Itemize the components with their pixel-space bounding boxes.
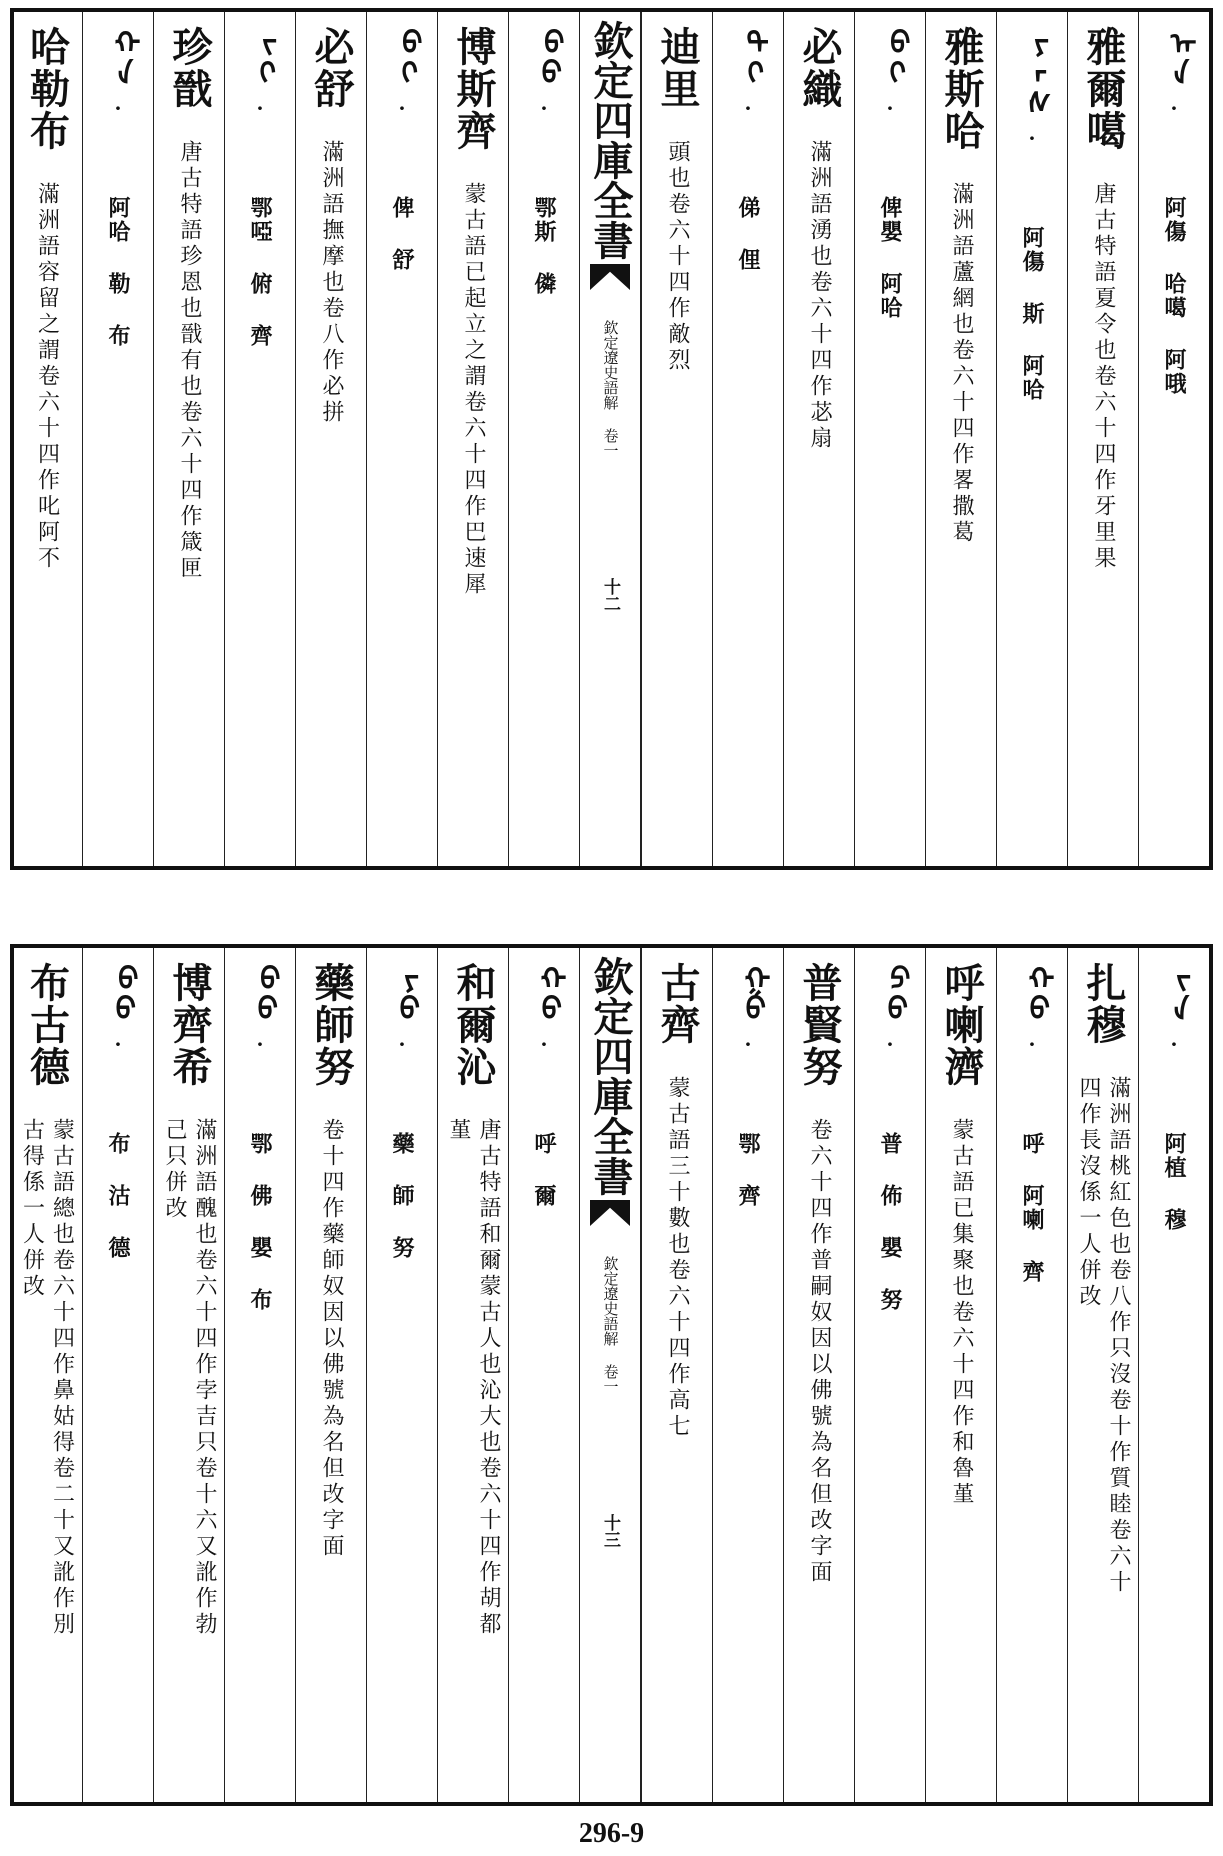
phonetic-gloss: 阿植 穆 (1161, 1132, 1187, 1232)
entry-column (153, 12, 224, 866)
dot-mark: · (744, 1032, 752, 1056)
entry-column (437, 12, 508, 866)
manchu-script: ᠠᠨ (1157, 26, 1192, 86)
entry-annotation: 卷十四作藥師奴因以佛號為名但改字面 (319, 1118, 344, 1560)
entry-column (641, 948, 712, 1802)
manchu-column (1138, 948, 1209, 1802)
phonetic-gloss: 阿哈 勒 布 (105, 196, 131, 348)
chapter-title: 欽定遼史語解 卷一 (601, 1256, 620, 1394)
chapter-title: 欽定遼史語解 卷一 (601, 320, 620, 458)
manchu-column (996, 948, 1067, 1802)
manchu-column (224, 948, 295, 1802)
dot-mark: · (540, 1032, 548, 1056)
manchu-column (996, 12, 1067, 866)
dot-mark: · (114, 1032, 122, 1056)
entry-column (295, 948, 366, 1802)
manchu-script: ᠫᠦ (873, 962, 908, 1022)
page-number: 296-9 (578, 1818, 645, 1849)
entry-annotation: 卷六十四作普嗣奴因以佛號為名但改字面 (807, 1118, 832, 1586)
entry-headword: 必舒 (308, 26, 355, 110)
manchu-script: ᠪᠢ (385, 26, 420, 86)
entry-column (641, 12, 712, 866)
manchu-script: ᠬᠣ (527, 962, 562, 1022)
entry-column (11, 948, 82, 1802)
entry-column (1067, 12, 1138, 866)
phonetic-gloss: 鄂啞 俯 齊 (247, 196, 273, 348)
book-title: 欽定四庫全書 (587, 956, 634, 1196)
phonetic-gloss: 俾 舒 (389, 196, 415, 272)
phonetic-gloss: 鄂 佛 嬰 布 (247, 1132, 273, 1312)
entry-annotation: 滿洲語撫摩也卷八作必拼 (319, 140, 344, 426)
manchu-column (82, 948, 153, 1802)
entry-headword: 藥師努 (308, 962, 355, 1088)
manchu-column (366, 948, 437, 1802)
phonetic-gloss: 俤 俚 (735, 196, 761, 272)
entry-column (1067, 948, 1138, 1802)
manchu-script: ᠬᠦ (1015, 962, 1050, 1022)
entry-headword: 迪里 (654, 26, 701, 110)
entry-headword: 哈勒布 (23, 26, 71, 152)
entry-annotation: 滿洲語桃紅色也卷八作只沒卷十作質睦卷六十四作長沒係一人併改 (1076, 1076, 1131, 1596)
book-title: 欽定四庫全書 (587, 20, 634, 260)
fishtail-mark-icon (590, 1200, 630, 1226)
phonetic-gloss: 阿傷 斯 阿哈 (1019, 226, 1045, 402)
entry-annotation: 蒙古語已起立之謂卷六十四作巴速犀 (461, 182, 486, 598)
phonetic-gloss: 鄂 齊 (735, 1132, 761, 1208)
entry-headword: 扎穆 (1080, 962, 1127, 1046)
dot-mark: · (540, 96, 548, 120)
entry-headword: 博斯齊 (450, 26, 497, 152)
dot-mark: · (398, 96, 406, 120)
dot-mark: · (1170, 1032, 1178, 1056)
manchu-column (854, 12, 925, 866)
manchu-script: ᠶᠠᠰ (1015, 26, 1050, 116)
entry-annotation: 滿洲語醜也卷六十四作孛吉只卷十六又訛作勃己只併改 (162, 1118, 217, 1638)
dot-mark: · (886, 96, 894, 120)
manchu-script: ᠪᠢ (873, 26, 908, 86)
phonetic-gloss: 阿傷 哈噶 阿哦 (1161, 196, 1187, 396)
manchu-column (224, 12, 295, 866)
phonetic-gloss: 布 沽 德 (105, 1132, 131, 1260)
manchu-script: ᠪᠣ (243, 962, 278, 1022)
phonetic-gloss: 鄂斯 僯 (531, 196, 557, 296)
entry-column (295, 12, 366, 866)
entry-annotation: 蒙古語三十數也卷六十四作高七 (665, 1076, 690, 1440)
manchu-script: ᠪᠣ (527, 26, 562, 86)
entry-annotation: 唐古特語夏令也卷六十四作牙里果 (1091, 182, 1116, 572)
manchu-column (508, 12, 579, 866)
dot-mark: · (398, 1032, 406, 1056)
manchu-script: ᠶᠣ (385, 962, 420, 1022)
entry-headword: 和爾沁 (450, 962, 497, 1088)
entry-annotation: 唐古特語珍恩也戩有也卷六十四作箴匣 (177, 140, 202, 582)
entry-column (925, 948, 996, 1802)
leaf-number: 十二 (600, 578, 620, 612)
manchu-script: ᠭᠦ (731, 962, 766, 1022)
entry-headword: 古齊 (654, 962, 701, 1046)
manchu-column (854, 948, 925, 1802)
center-fold-column (579, 12, 641, 866)
manchu-column (712, 12, 783, 866)
entry-headword: 雅斯哈 (938, 26, 985, 152)
dot-mark: · (744, 96, 752, 120)
phonetic-gloss: 呼 阿喇 齊 (1019, 1132, 1045, 1284)
manchu-column (712, 948, 783, 1802)
entry-column (783, 12, 854, 866)
entry-column (925, 12, 996, 866)
manchu-column (1138, 12, 1209, 866)
leaf-number: 十三 (600, 1514, 620, 1548)
entry-annotation: 滿洲語蘆網也卷六十四作畧撒葛 (949, 182, 974, 546)
entry-headword: 普賢努 (796, 962, 843, 1088)
entry-column (783, 948, 854, 1802)
entry-annotation: 滿洲語容留之謂卷六十四作叱阿不 (34, 182, 60, 572)
manchu-script: ᠪᠦ (101, 962, 136, 1022)
entry-column (11, 12, 82, 866)
center-fold-column (579, 948, 641, 1802)
manchu-script: ᠳᠢ (731, 26, 766, 86)
entry-headword: 珍戩 (166, 26, 213, 110)
entry-column (153, 948, 224, 1802)
entry-annotation: 滿洲語湧也卷六十四作苾扇 (807, 140, 832, 452)
entry-annotation: 蒙古語總也卷六十四作鼻姑得卷二十又訛作別古得係一人併改 (19, 1118, 75, 1638)
dot-mark: · (256, 96, 264, 120)
entry-headword: 呼喇濟 (938, 962, 985, 1088)
entry-headword: 雅爾噶 (1080, 26, 1127, 152)
entry-column (437, 948, 508, 1802)
phonetic-gloss: 藥 師 努 (389, 1132, 415, 1260)
bottom-leaf (10, 944, 1213, 1806)
dot-mark: · (1028, 126, 1036, 150)
manchu-script: ᠵᠠ (1157, 962, 1192, 1022)
entry-annotation: 唐古特語和爾蒙古人也沁大也卷六十四作胡都堇 (446, 1118, 501, 1638)
phonetic-gloss: 呼 爾 (531, 1132, 557, 1208)
top-leaf (10, 8, 1213, 870)
dot-mark: · (886, 1032, 894, 1056)
dot-mark: · (256, 1032, 264, 1056)
manchu-script: ᠵᠢ (243, 26, 278, 86)
dot-mark: · (1170, 96, 1178, 120)
entry-headword: 博齊希 (166, 962, 213, 1088)
fishtail-mark-icon (590, 264, 630, 290)
phonetic-gloss: 俾嬰 阿哈 (877, 196, 903, 320)
manchu-column (508, 948, 579, 1802)
dot-mark: · (114, 96, 122, 120)
entry-headword: 必織 (796, 26, 843, 110)
manchu-column (82, 12, 153, 866)
entry-annotation: 蒙古語已集聚也卷六十四作和魯堇 (949, 1118, 974, 1508)
dot-mark: · (1028, 1032, 1036, 1056)
phonetic-gloss: 普 佈 嬰 努 (877, 1132, 903, 1312)
entry-annotation: 頭也卷六十四作敵烈 (665, 140, 690, 374)
manchu-column (366, 12, 437, 866)
manchu-script: ᠬᠠ (101, 26, 136, 86)
entry-headword: 布古德 (23, 962, 71, 1088)
